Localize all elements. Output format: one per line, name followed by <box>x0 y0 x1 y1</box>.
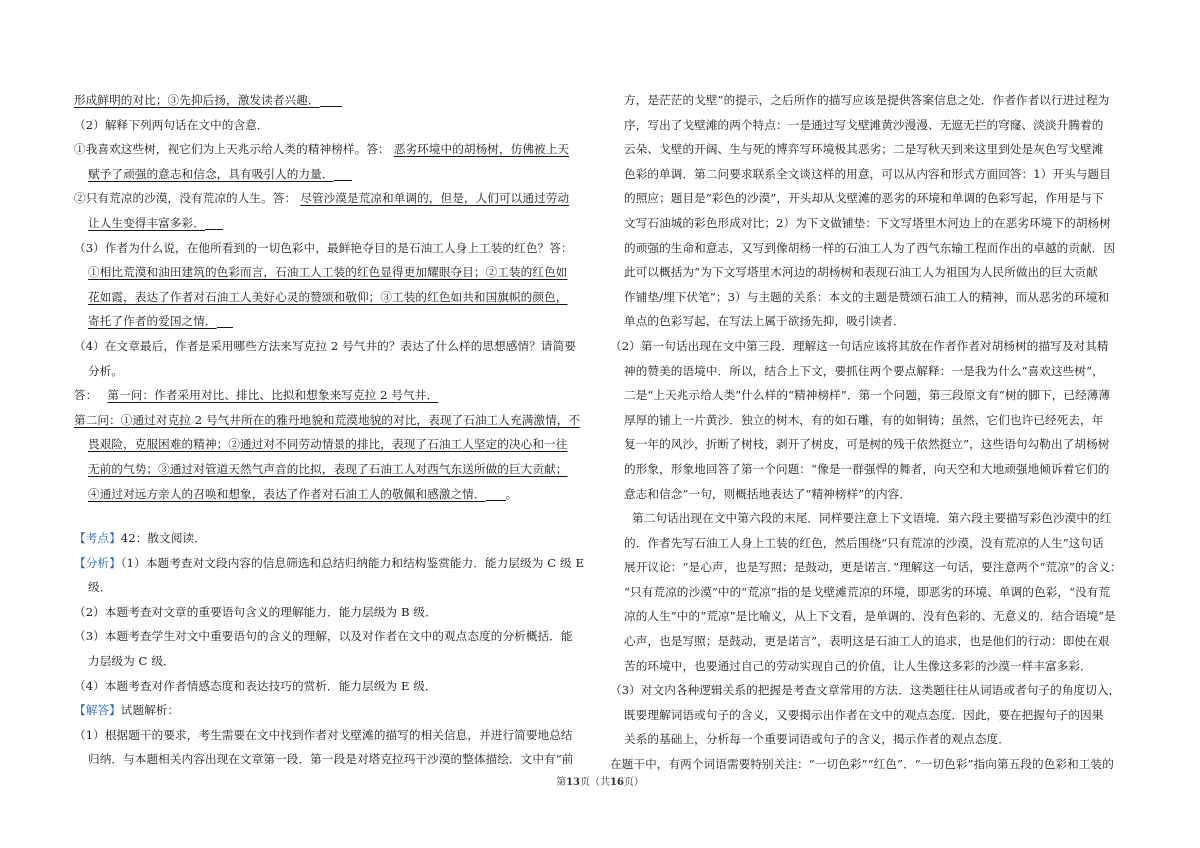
jieda-text: 试题解析： <box>120 703 180 718</box>
text-line: 云朵、戈壁的开阔、生与死的博弈写环境极其恶劣；二是写秋天到来这里到处是灰色写戈壁滩 <box>624 142 1104 157</box>
text-line: 神的赞美的语境中．所以，结合上下文，要抓住两个要点解释：一是我为什么“喜欢这些树”， <box>624 363 1104 378</box>
text-line <box>74 383 594 408</box>
text-line: 序，写出了戈壁滩的两个特点：一是通过写戈壁滩黄沙漫漫、无遮无拦的穹窿、淡淡升腾着的 <box>624 117 1104 132</box>
answer-text: 让人生变得丰富多彩． <box>88 215 205 230</box>
answer-text: 第一问：作者采用对比、排比、比拟和想象来写克拉 2 号气井． <box>107 388 439 403</box>
text-line <box>74 137 594 162</box>
text-line: 厚厚的铺上一片黄沙．独立的树木，有的如石雕，有的如铜铸；虽然，它们也许已经死去，年 <box>624 412 1104 427</box>
text-line: 既要理解词语或句子的含义，又要揭示出作者在文中的观点态度．因此，要在把握句子的因果 <box>624 707 1104 722</box>
text-line: （3）作者为什么说，在他所看到的一切色彩中，最鲜艳夺目的是石油工人身上工装的红色？答： <box>74 240 573 255</box>
answer-text: 形成鲜明的对比；③先抑后扬，激发读者兴趣． <box>74 93 320 107</box>
text-line: 分析。 <box>88 363 124 378</box>
period: 。 <box>505 486 518 501</box>
text-line: （2）第一句话出现在文中第三段．理解这一句话应该将其放在作者作者对胡杨树的描写及对其精 <box>610 338 1109 353</box>
answer-label: 答： <box>74 388 98 403</box>
fenxi-tag: 【分析】 <box>74 555 121 570</box>
answer-text: 寄托了作者的爱国之情． <box>88 314 217 329</box>
text-line: （3）本题考查学生对文中重要语句的含义的理解，以及对作者在文中的观点态度的分析概括．能 <box>74 629 573 644</box>
right-column <box>610 88 1130 777</box>
text-line: 色彩的单调．第二问要求联系全文谈这样的用意，可以从内容和形式方面回答：1）开头与题目 <box>624 166 1111 181</box>
text-line: 单点的色彩写起，在写法上属于欲扬先抑，吸引读者． <box>624 314 905 329</box>
text-line <box>74 482 594 507</box>
kaodian-text: 42：散文阅读． <box>120 531 206 546</box>
text-line <box>74 211 594 236</box>
text-line: 展开议论：“是心声，也是写照；是鼓动，更是诺言．”理解这一句话，要注意两个“荒凉”的含义： <box>624 560 1122 575</box>
text-line: 关系的基础上，分析每一个重要词语或句子的含义，揭示作者的观点态度． <box>624 732 1010 747</box>
jieda-tag: 【解答】 <box>74 703 121 718</box>
text-line <box>74 309 594 334</box>
text-line: 方，是茫茫的戈壁”的提示，之后所作的描写应该是提供答案信息之处．作者作者以行进过程为 <box>624 93 1110 107</box>
text-line: 二是“上天兆示给人类”什么样的“精神榜样”．第一个问题，第三段原文有“树的脚下，已经薄薄 <box>624 388 1111 403</box>
text-line: 复一年的风沙，折断了树枝，剥开了树皮，可是树的残干依然挺立”，这些语句勾勒出了胡杨树 <box>624 437 1110 452</box>
text-line: 意志和信念”一句，则概括地表达了“精神榜样”的内容． <box>624 486 912 501</box>
text-line: 级． <box>88 580 112 595</box>
text-line: （2）本题考查对文章的重要语句含义的理解能力．能力层级为 B 级． <box>74 604 437 619</box>
text-line <box>74 88 594 113</box>
text-line: 第二句话出现在文中第六段的末尾．同样要注意上下文语境．第六段主要描写彩色沙漠中的红 <box>632 511 1112 526</box>
text-line: 的．作者先写石油工人身上工装的红色，然后围绕“只有荒凉的沙漠，没有荒凉的人生”这句话 <box>624 535 1104 550</box>
text-line: “只有荒凉的沙漠”中的“荒凉”指的是戈壁滩荒凉的环境，即恶劣的环境、单调的色彩，“没有荒 <box>624 584 1111 599</box>
kaodian-tag: 【考点】 <box>74 531 121 546</box>
text-line: 此可以概括为“为下文写塔里木河边的胡杨树和表现石油工人为祖国为人民所做出的巨大贡献 <box>624 265 1098 280</box>
answer-blank <box>205 215 223 230</box>
page-number: 13 <box>566 777 580 788</box>
text-line: 凉的人生”中的“荒凉”是比喻义，从上下文看，是单调的、没有色彩的、无意义的．结合语境“是 <box>624 609 1116 624</box>
total-pages: 16 <box>610 777 624 788</box>
answer-text: 尽管沙漠是荒凉和单调的，但是，人们可以通过劳动 <box>300 191 570 206</box>
text-line: 归纳．与本题相关内容出现在文章第一段．第一段是对塔克拉玛干沙漠的整体描绘．文中有“前 <box>88 752 574 767</box>
text-line: 力层级为 C 级． <box>88 654 175 669</box>
text-line: （2）解释下列两句话在文中的含意． <box>74 117 269 132</box>
answer-text: 赋予了顽强的意志和信念，具有吸引人的力量． <box>88 166 334 181</box>
text-line <box>74 162 594 187</box>
answer-blank <box>486 486 506 501</box>
fenxi-line <box>74 551 594 576</box>
text-line: 的顽强的生命和意志，又写到像胡杨一样的石油工人为了西气东输工程而作出的卓越的贡献．因 <box>624 240 1116 255</box>
text-line: （4）本题考查对作者情感态度和表达技巧的赏析．能力层级为 E 级． <box>74 678 437 693</box>
text-line: 文写石油城的彩色形成对比；2）为下文做铺垫：下文写塔里木河边上的在恶劣环境下的胡杨树 <box>624 215 1111 230</box>
text-line: 心声，也是写照；是鼓动，更是诺言”，表明这是石油工人的追求，也是他们的行动：即使在艰 <box>624 634 1110 649</box>
kaodian-line <box>74 526 594 551</box>
text-line: 无前的气势；③通过对管道天然气声音的比拟，表现了石油工人对西气东送所做的巨大贡献； <box>88 461 568 476</box>
text-line: 的照应；题目是“彩色的沙漠”，开头却从戈壁滩的恶劣的环境和单调的色彩写起，作用是与下 <box>624 191 1104 206</box>
jieda-line <box>74 698 594 723</box>
text-line: ①相比荒漠和油田建筑的色彩而言，石油工人工装的红色显得更加耀眼夺目；②工装的红色如 <box>88 265 568 280</box>
footer-prefix: 第 <box>556 777 567 788</box>
text-line: 畏艰险，克服困难的精神；②通过对不同劳动情景的排比，表现了石油工人坚定的决心和一往 <box>88 437 568 452</box>
text-line: 的形象，形象地回答了第一个问题：“像是一群强悍的舞者，向天空和大地顽强地倾诉着它们的 <box>624 461 1110 476</box>
answer-blank <box>334 166 352 181</box>
text-line: 花如霞，表达了作者对石油工人美好心灵的赞颂和敬仰；③工装的红色如共和国旗帜的颜色， <box>88 289 568 304</box>
answer-blank <box>217 313 233 328</box>
question-text: ②只有荒凉的沙漠，没有荒凉的人生。答： <box>74 191 297 206</box>
page-footer <box>0 773 1200 788</box>
question-text: ①我喜欢这些树，视它们为上天兆示给人类的精神榜样。答： <box>74 142 390 157</box>
text-line: 第二问：①通过对克拉 2 号气井所在的雅丹地貌和荒漠地貌的对比，表现了石油工人充满激情，不 <box>74 412 581 427</box>
left-column <box>74 88 594 772</box>
fenxi-text: （1）本题考查对文段内容的信息筛选和总结归纳能力和结构鉴赏能力．能力层级为 C 级 E <box>120 555 585 570</box>
text-line: （1）根据题干的要求，考生需要在文中找到作者对戈壁滩的描写的相关信息，并进行简要地总结 <box>74 727 573 742</box>
text-line: 在题干中，有两个词语需要特别关注：“一切色彩”“红色”．“一切色彩”指向第五段的色彩和工装的 <box>610 757 1114 772</box>
answer-blank <box>320 92 342 107</box>
footer-suffix: 页） <box>623 777 644 788</box>
spacer <box>74 506 594 526</box>
text-line: （4）在文章最后，作者是采用哪些方法来写克拉 2 号气井的？表达了什么样的思想感情？请简要 <box>74 338 576 353</box>
text-line: 作铺垫/埋下伏笔”；3）与主题的关系：本文的主题是赞颂石油工人的精神，而从恶劣的环境和 <box>624 289 1110 304</box>
answer-text: 恶劣环境中的胡杨树，仿佛被上天 <box>393 142 570 157</box>
answer-text: ④通过对远方亲人的召唤和想象，表达了作者对石油工人的敬佩和感激之情． <box>88 486 486 501</box>
text-line <box>74 186 594 211</box>
footer-mid: 页（共 <box>580 777 610 788</box>
text-line: 苦的环境中，也要通过自己的劳动实现自己的价值，让人生像这多彩的沙漠一样丰富多彩． <box>624 658 1092 673</box>
text-line: （3）对文内各种逻辑关系的把握是考查文章常用的方法．这类题往往从词语或者句子的角度切入， <box>610 683 1121 698</box>
